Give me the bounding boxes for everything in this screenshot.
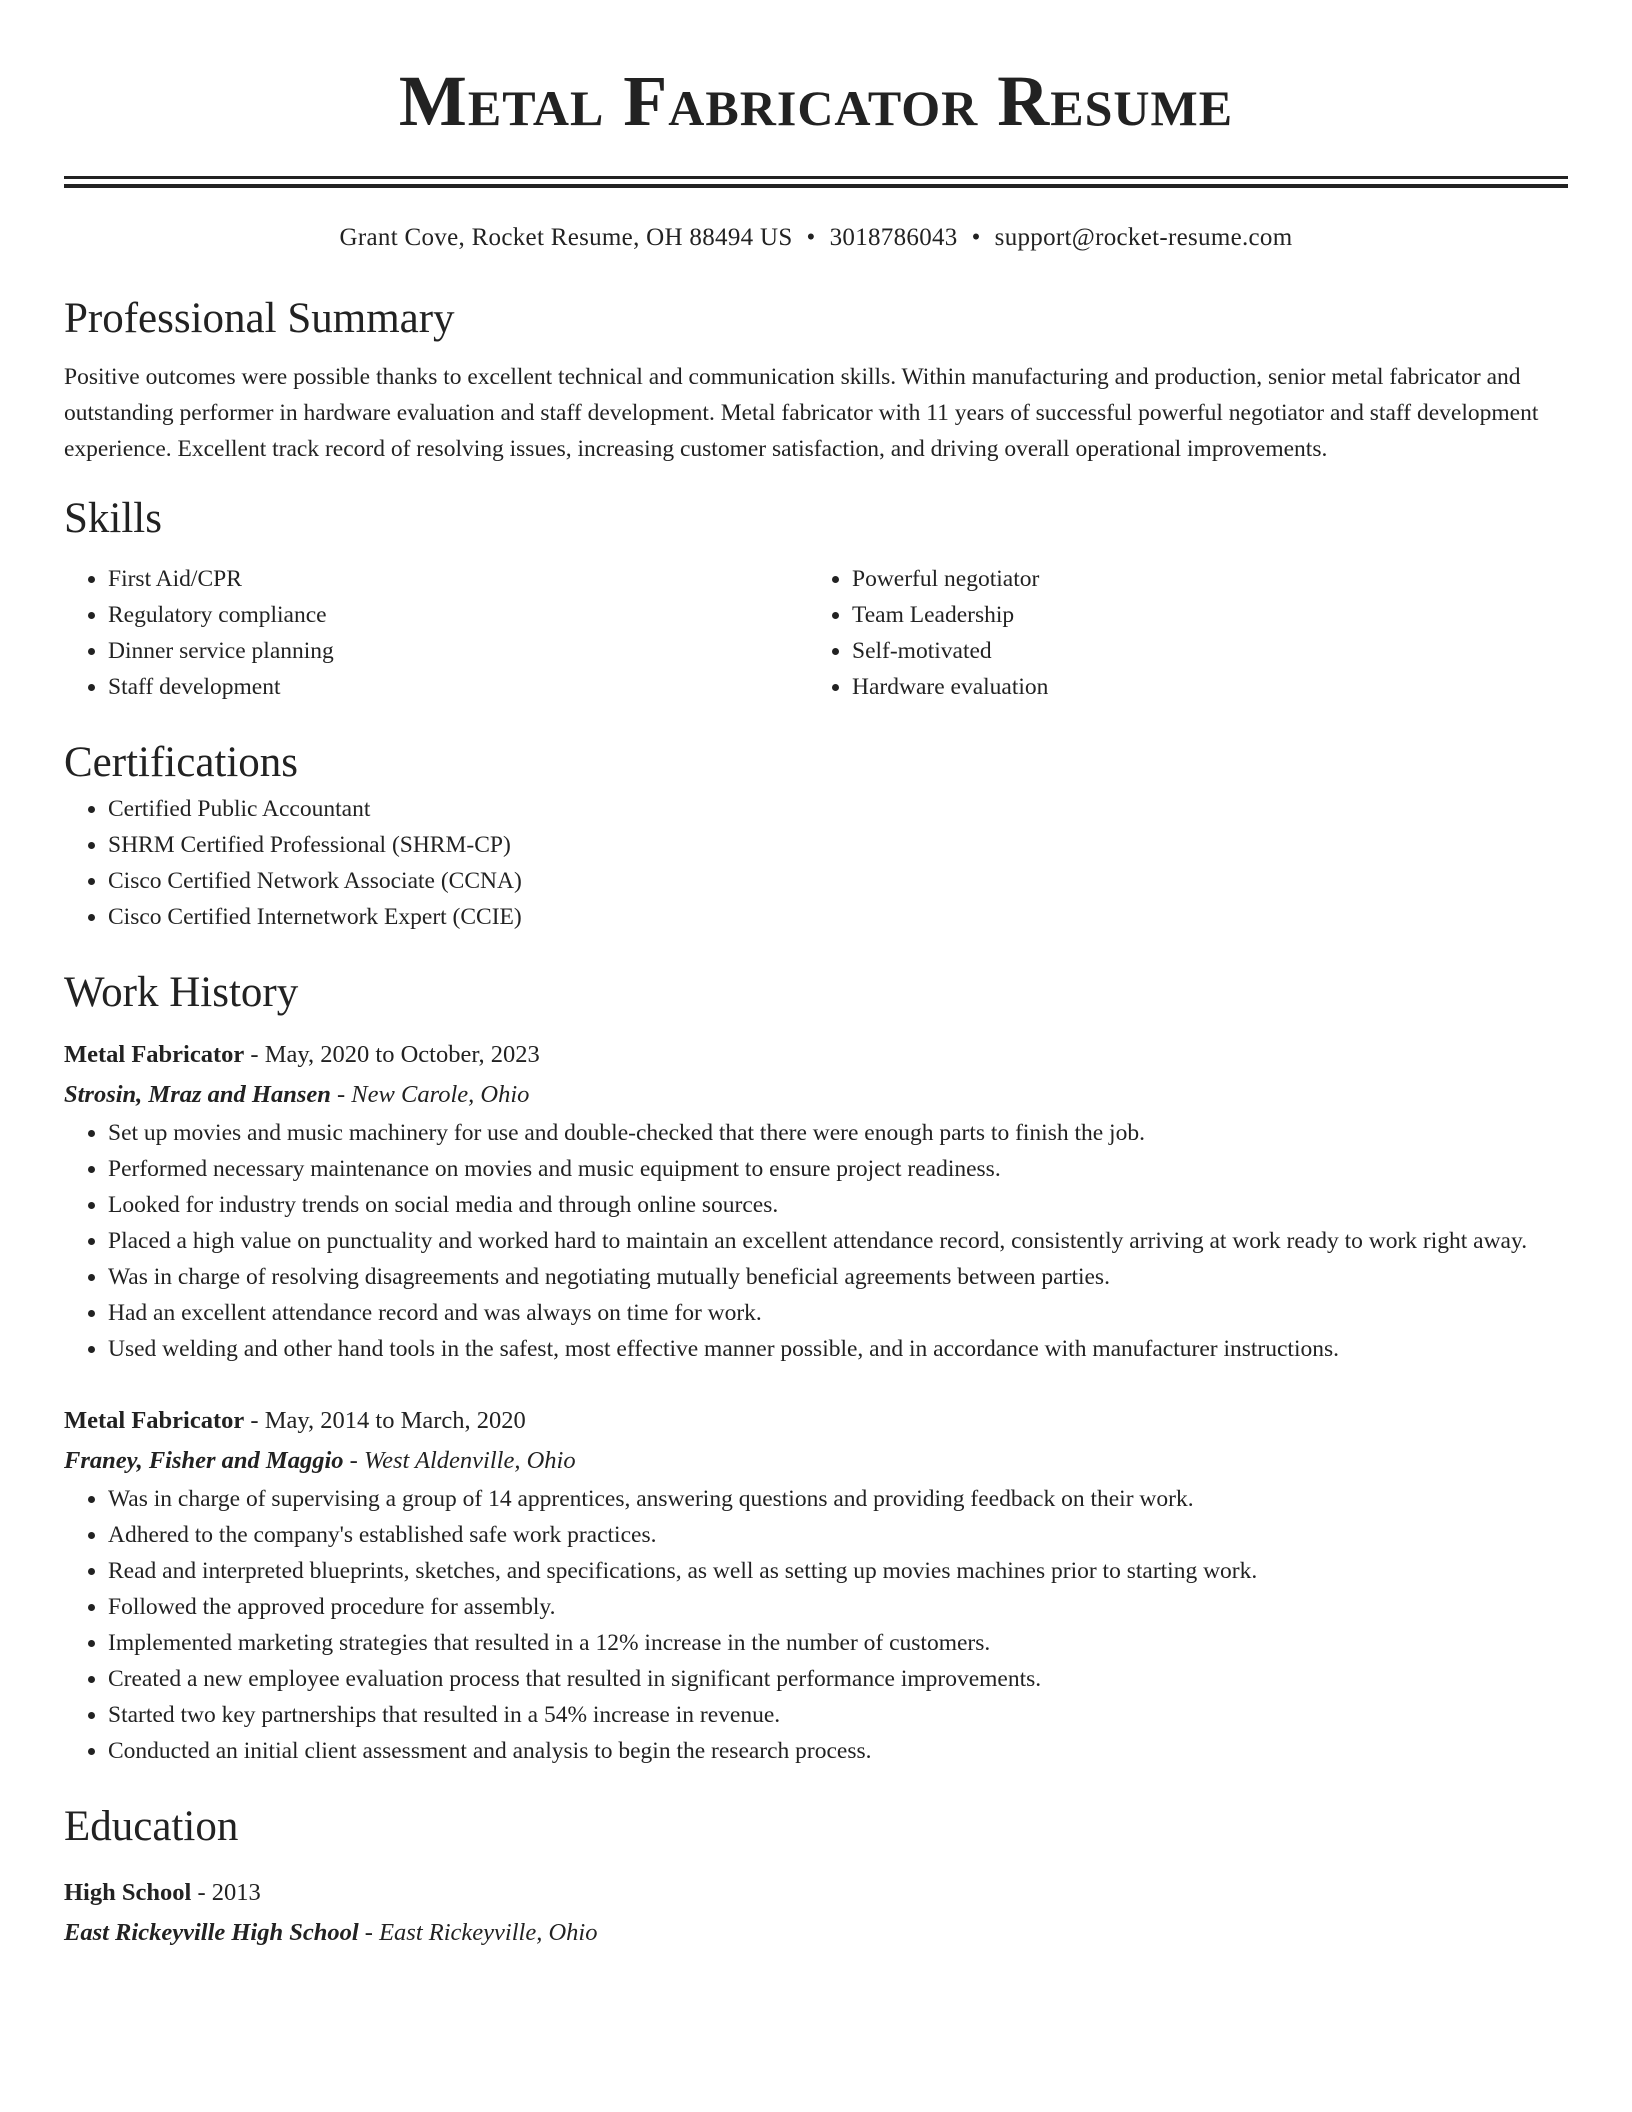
job-header <box>64 1401 1568 1441</box>
contact-separator: • <box>971 224 981 251</box>
job-dates: - May, 2020 to October, 2023 <box>244 1041 540 1068</box>
education-school-line <box>64 1913 1568 1953</box>
skill-item: • Team Leadership <box>852 597 1552 633</box>
job-dates: - May, 2014 to March, 2020 <box>244 1407 526 1434</box>
job-duties-list <box>64 1481 1568 1769</box>
job-location: - New Carole, Ohio <box>330 1081 530 1108</box>
education-year: - 2013 <box>191 1879 261 1906</box>
job-duty: • Created a new employee evaluation process that resulted in significant performance improvements. <box>108 1661 1568 1697</box>
job-duty: • Used welding and other hand tools in the safest, most effective manner possible, and in accordance with manufacturer instructions. <box>108 1331 1568 1367</box>
education-heading: Education <box>64 1803 239 1850</box>
job-duty: • Had an excellent attendance record and was always on time for work. <box>108 1295 1568 1331</box>
certifications-list <box>64 791 1568 935</box>
contact-phone: 3018786043 <box>829 224 958 251</box>
skill-item: • Staff development <box>108 669 808 705</box>
skill-item: • Regulatory compliance <box>108 597 808 633</box>
job-company-line <box>64 1441 1568 1481</box>
job-duty: • Looked for industry trends on social media and through online sources. <box>108 1187 1568 1223</box>
contact-address: Grant Cove, Rocket Resume, OH 88494 US <box>339 224 793 251</box>
job-duty: • Set up movies and music machinery for use and double-checked that there were enough parts to finish the job. <box>108 1115 1568 1151</box>
job-title: Metal Fabricator <box>64 1041 245 1068</box>
job-duty: • Was in charge of resolving disagreements and negotiating mutually beneficial agreements between parties. <box>108 1259 1568 1295</box>
contact-separator: • <box>806 224 816 251</box>
summary-text: Positive outcomes were possible thanks to excellent technical and communication skills. Within manufacturing and production, senior metal fabricator and outstanding performer in hardware evaluation and staff development. Metal fabricator with 11 years of successful powerful negotiator and staff development experience. Excellent track record of resolving issues, increasing customer satisfaction, and driving overall operational improvements. <box>64 364 1539 462</box>
certification-item: • Certified Public Accountant <box>108 791 1568 827</box>
job-duty: • Started two key partnerships that resulted in a 54% increase in revenue. <box>108 1697 1568 1733</box>
job-duty: • Implemented marketing strategies that resulted in a 12% increase in the number of customers. <box>108 1625 1568 1661</box>
job-duty: • Conducted an initial client assessment and analysis to begin the research process. <box>108 1733 1568 1769</box>
resume-title: Metal Fabricator Resume <box>398 61 1234 141</box>
job-duty: • Placed a high value on punctuality and worked hard to maintain an excellent attendance record, consistently arriving at work ready to work right away. <box>108 1223 1568 1259</box>
skills-column-right <box>808 561 1552 705</box>
job-duties-list <box>64 1115 1568 1367</box>
job-company-line <box>64 1075 1568 1115</box>
job-duty: • Was in charge of supervising a group of 14 apprentices, answering questions and providing feedback on their work. <box>108 1481 1568 1517</box>
certification-item: • SHRM Certified Professional (SHRM-CP) <box>108 827 1568 863</box>
skill-item: • First Aid/CPR <box>108 561 808 597</box>
job-location: - West Aldenville, Ohio <box>343 1447 576 1474</box>
job-entry <box>64 1035 1568 1367</box>
contact-line <box>64 221 1568 255</box>
skill-item: • Self-motivated <box>852 633 1552 669</box>
job-company: Franey, Fisher and Maggio <box>64 1447 344 1474</box>
job-company: Strosin, Mraz and Hansen <box>64 1081 331 1108</box>
job-entry <box>64 1401 1568 1769</box>
job-title: Metal Fabricator <box>64 1407 245 1434</box>
skills-heading: Skills <box>64 495 162 542</box>
job-duty: • Performed necessary maintenance on movies and music equipment to ensure project readiness. <box>108 1151 1568 1187</box>
title-divider <box>64 176 1568 188</box>
summary-heading: Professional Summary <box>64 295 455 342</box>
certification-item: • Cisco Certified Internetwork Expert (CCIE) <box>108 899 1568 935</box>
work-history-heading: Work History <box>64 969 299 1016</box>
job-duty: • Adhered to the company's established safe work practices. <box>108 1517 1568 1553</box>
job-duty: • Followed the approved procedure for assembly. <box>108 1589 1568 1625</box>
education-location: - East Rickeyville, Ohio <box>358 1919 598 1946</box>
skill-item: • Dinner service planning <box>108 633 808 669</box>
certifications-heading: Certifications <box>64 739 299 786</box>
certification-item: • Cisco Certified Network Associate (CCNA) <box>108 863 1568 899</box>
skills-column-left <box>64 561 808 705</box>
job-duty: • Read and interpreted blueprints, sketches, and specifications, as well as setting up movies machines prior to starting work. <box>108 1553 1568 1589</box>
education-entry <box>64 1873 1568 1953</box>
skill-item: • Powerful negotiator <box>852 561 1552 597</box>
contact-email: support@rocket-resume.com <box>994 224 1293 251</box>
job-header <box>64 1035 1568 1075</box>
skills-list <box>64 561 1568 705</box>
education-header <box>64 1873 1568 1913</box>
education-degree: High School <box>64 1879 192 1906</box>
education-school: East Rickeyville High School <box>64 1919 359 1946</box>
skill-item: • Hardware evaluation <box>852 669 1552 705</box>
